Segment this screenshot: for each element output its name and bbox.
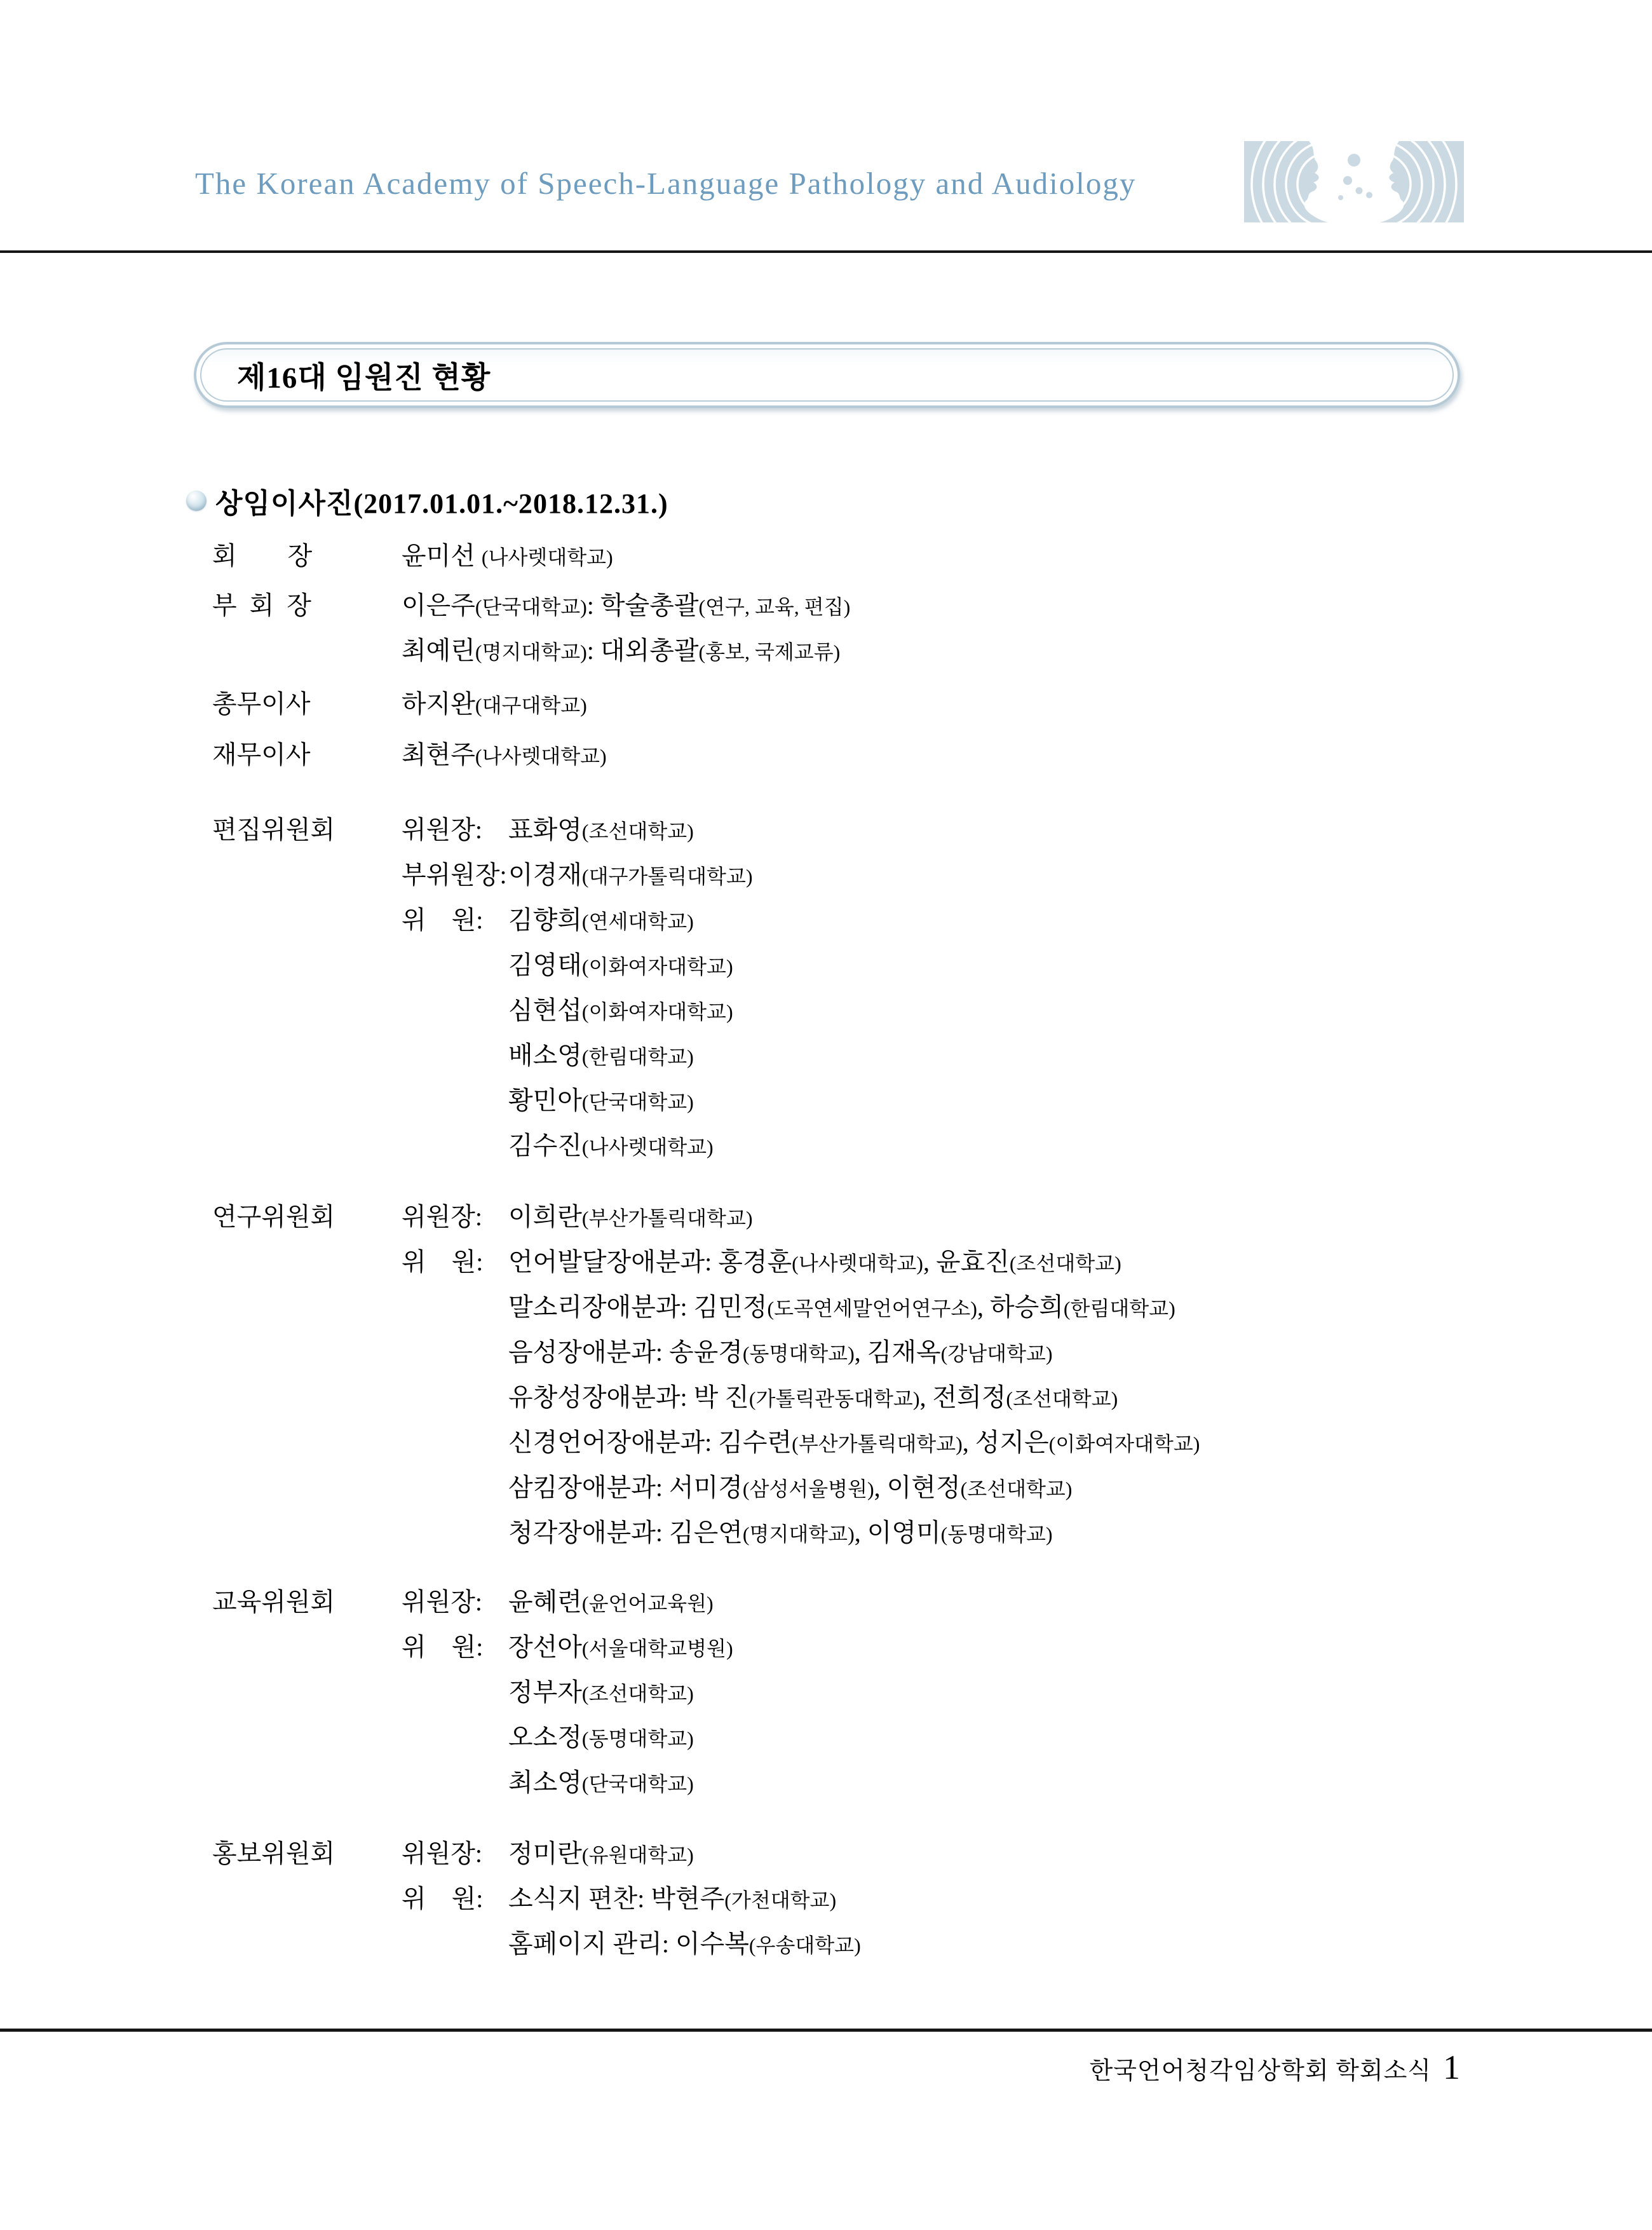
member-affiliation: (단국대학교)	[581, 1091, 694, 1113]
sphere-bullet-icon	[186, 491, 207, 511]
member-name: , 이영미	[854, 1518, 941, 1547]
member-affiliation: (조선대학교)	[1006, 1387, 1118, 1410]
board-row	[212, 1121, 753, 1166]
member-affiliation: (조선대학교)	[581, 820, 694, 843]
member-name: , 김재옥	[854, 1338, 941, 1366]
role-label: 위원장:	[402, 1588, 483, 1616]
board-row	[212, 1668, 733, 1713]
board-row	[212, 1829, 861, 1874]
board-group-editorial-committee	[212, 805, 753, 1166]
member-affiliation: (대구대학교)	[475, 694, 587, 717]
member-entry	[402, 630, 840, 667]
member-affiliation: (단국대학교)	[475, 595, 587, 618]
footer-divider	[0, 2029, 1652, 2032]
member-entry	[508, 1332, 1053, 1368]
member-affiliation: (연세대학교)	[581, 910, 694, 933]
member-affiliation: (단국대학교)	[581, 1772, 694, 1795]
member-affiliation: (나사렛대학교)	[475, 745, 607, 768]
board-group-education-committee	[212, 1577, 733, 1803]
board-row	[212, 1919, 861, 1964]
board-row	[212, 1508, 1200, 1553]
member-entry	[508, 945, 733, 981]
member-entry	[508, 900, 694, 936]
member-affiliation: (조선대학교)	[960, 1478, 1073, 1500]
member-name: 오소정	[508, 1723, 582, 1751]
member-affiliation: (이화여자대학교)	[1048, 1432, 1200, 1455]
member-name: 언어발달장애분과: 홍경훈	[508, 1248, 792, 1276]
member-name: 소식지 편찬: 박현주	[508, 1884, 725, 1913]
member-name: 장선아	[508, 1633, 582, 1661]
member-affiliation: (가톨릭관동대학교)	[748, 1387, 920, 1410]
section-title: 상임이사진(2017.01.01.~2018.12.31.)	[215, 488, 668, 519]
member-entry	[508, 1035, 694, 1071]
board-row	[212, 1076, 753, 1121]
role-label: 위 원:	[402, 1248, 484, 1276]
board-row	[212, 1192, 1200, 1237]
member-name: : 학술총괄	[586, 591, 699, 620]
member-name: , 이현정	[874, 1473, 961, 1502]
member-affiliation: (삼성서울병원)	[742, 1478, 874, 1500]
position-label: 교육위원회	[212, 1588, 335, 1616]
member-name: 유창성장애분과: 박 진	[508, 1383, 749, 1411]
member-affiliation: (나사렛대학교)	[581, 1136, 714, 1159]
member-name: 표화영	[508, 815, 582, 844]
board-row	[212, 941, 753, 986]
board-row	[212, 1463, 1200, 1508]
board-row	[212, 805, 753, 850]
member-affiliation: (도곡연세말언어연구소)	[767, 1297, 977, 1320]
member-name: 김수진	[508, 1131, 582, 1160]
member-name: 심현섭	[508, 996, 582, 1024]
board-row	[212, 1328, 1200, 1373]
position-label: 홍보위원회	[212, 1839, 335, 1868]
position-label: 연구위원회	[212, 1202, 335, 1231]
member-name: 신경언어장애분과: 김수련	[508, 1428, 792, 1457]
academy-name: The Korean Academy of Speech-Language Pathology and Audiology	[195, 166, 1137, 201]
position-label: 회 장	[212, 541, 313, 570]
member-entry	[508, 1422, 1200, 1458]
member-entry	[508, 1080, 694, 1117]
footer	[1090, 2048, 1460, 2087]
member-entry	[508, 1672, 694, 1708]
role-label: 위 원:	[402, 1633, 484, 1661]
member-name: , 성지은	[962, 1428, 1049, 1457]
board-row	[212, 1874, 861, 1919]
member-name: 김영태	[508, 951, 582, 979]
board-group-treasury	[212, 730, 607, 775]
board-row	[212, 1577, 733, 1622]
member-entry	[508, 810, 694, 846]
member-entry	[402, 735, 607, 771]
board-row	[212, 679, 587, 724]
member-affiliation: (이화여자대학교)	[581, 1000, 733, 1023]
member-affiliation: (조선대학교)	[581, 1682, 694, 1705]
speech-faces-logo	[1244, 141, 1464, 222]
board-row	[212, 986, 753, 1031]
member-name: 배소영	[508, 1041, 582, 1070]
board-row	[212, 626, 850, 671]
member-entry	[508, 1717, 694, 1753]
member-entry	[508, 1377, 1118, 1413]
page-title-box	[194, 342, 1460, 408]
member-name: 최소영	[508, 1768, 582, 1797]
footer-page-number: 1	[1443, 2048, 1460, 2086]
member-name: 말소리장애분과: 김민정	[508, 1293, 768, 1321]
member-entry	[508, 1762, 694, 1798]
member-name: 하지완	[402, 690, 475, 718]
role-label: 위원장:	[402, 1202, 483, 1231]
member-affiliation: (동명대학교)	[742, 1342, 855, 1365]
member-name: 윤미선	[402, 541, 482, 570]
member-affiliation: (동명대학교)	[940, 1523, 1053, 1546]
board-group-general-affairs	[212, 679, 587, 724]
member-affiliation: (조선대학교)	[1009, 1252, 1121, 1275]
member-entry	[402, 585, 850, 622]
member-name: 홈페이지 관리: 이수복	[508, 1929, 749, 1958]
member-affiliation: (우송대학교)	[748, 1934, 861, 1957]
board-row	[212, 730, 607, 775]
member-name: 최예린	[402, 636, 475, 665]
member-affiliation: (윤언어교육원)	[581, 1592, 714, 1615]
header-divider	[0, 250, 1652, 253]
member-entry	[508, 1467, 1072, 1504]
board-group-president	[212, 531, 613, 576]
member-entry	[508, 1513, 1053, 1549]
member-affiliation: (서울대학교병원)	[581, 1637, 733, 1660]
board-row	[212, 895, 753, 941]
member-entry	[508, 1125, 714, 1162]
page-title: 제16대 임원진 현황	[237, 361, 491, 395]
member-entry	[402, 536, 613, 572]
member-name: 정미란	[508, 1839, 582, 1868]
member-entry	[508, 1582, 714, 1618]
role-label: 위원장:	[402, 815, 483, 844]
board-row	[212, 1282, 1200, 1328]
role-label: 위 원:	[402, 906, 484, 934]
member-name: 김향희	[508, 906, 582, 934]
board-row	[212, 1418, 1200, 1463]
member-entry	[508, 1627, 733, 1663]
member-entry	[508, 1924, 861, 1960]
member-name: 황민아	[508, 1086, 582, 1115]
member-name: 이은주	[402, 591, 475, 620]
member-entry	[508, 990, 733, 1026]
position-label: 재무이사	[212, 740, 311, 769]
position-label: 편집위원회	[212, 815, 335, 844]
member-name: , 하승희	[977, 1293, 1064, 1321]
board-row	[212, 531, 613, 576]
member-affiliation: (이화여자대학교)	[581, 955, 733, 978]
board-row	[212, 1758, 733, 1803]
member-entry	[402, 684, 587, 720]
member-entry	[508, 1833, 694, 1870]
member-affiliation: (명지대학교)	[742, 1523, 855, 1546]
member-name: , 전희정	[919, 1383, 1006, 1411]
member-affiliation: (동명대학교)	[581, 1727, 694, 1750]
member-entry	[508, 1242, 1121, 1278]
member-name: 최현주	[402, 740, 475, 769]
member-affiliation: (부산가톨릭대학교)	[792, 1432, 963, 1455]
section-heading	[186, 480, 668, 521]
member-affiliation: (홍보, 국제교류)	[698, 641, 841, 663]
member-entry	[508, 1879, 836, 1915]
member-affiliation: (유원대학교)	[581, 1844, 694, 1866]
member-name: 청각장애분과: 김은연	[508, 1518, 743, 1547]
member-name: 이경재	[508, 860, 582, 889]
member-affiliation: (연구, 교육, 편집)	[698, 595, 851, 618]
board-group-pr-committee	[212, 1829, 861, 1964]
member-name: 윤혜련	[508, 1588, 582, 1616]
board-row	[212, 850, 753, 895]
member-affiliation: (대구가톨릭대학교)	[581, 865, 753, 888]
board-row	[212, 581, 850, 626]
board-row	[212, 1237, 1200, 1282]
member-affiliation: (한림대학교)	[581, 1045, 694, 1068]
role-label: 위 원:	[402, 1884, 484, 1913]
member-entry	[508, 1197, 753, 1233]
board-group-research-committee	[212, 1192, 1200, 1553]
member-affiliation: (나사렛대학교)	[792, 1252, 923, 1275]
member-name: 정부자	[508, 1678, 582, 1706]
member-affiliation: (부산가톨릭대학교)	[581, 1207, 753, 1230]
member-entry	[508, 1287, 1175, 1323]
board-row	[212, 1622, 733, 1668]
board-row	[212, 1373, 1200, 1418]
member-name: 이희란	[508, 1202, 582, 1231]
footer-society-name: 한국언어청각임상학회 학회소식	[1089, 2058, 1432, 2084]
member-affiliation: (한림대학교)	[1063, 1297, 1175, 1320]
member-affiliation: (강남대학교)	[940, 1342, 1053, 1365]
role-label: 위원장:	[402, 1839, 483, 1868]
member-name: 음성장애분과: 송윤경	[508, 1338, 743, 1366]
role-label: 부위원장:	[402, 860, 507, 889]
member-affiliation: (명지대학교)	[475, 641, 587, 663]
board-group-vice-president	[212, 581, 850, 671]
member-name: : 대외총괄	[586, 636, 699, 665]
position-label: 총무이사	[212, 690, 311, 718]
member-affiliation: (가천대학교)	[724, 1889, 837, 1912]
member-name: , 윤효진	[923, 1248, 1010, 1276]
member-affiliation: (나사렛대학교)	[481, 546, 613, 569]
member-entry	[508, 855, 753, 891]
board-row	[212, 1031, 753, 1076]
board-row	[212, 1713, 733, 1758]
member-name: 삼킴장애분과: 서미경	[508, 1473, 743, 1502]
position-label: 부 회 장	[212, 591, 311, 620]
